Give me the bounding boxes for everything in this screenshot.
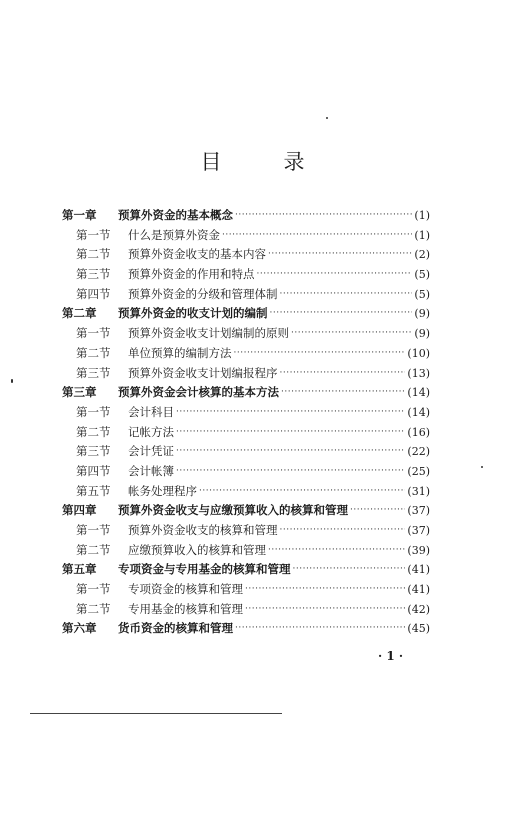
section-title: 记帐方法 bbox=[128, 424, 174, 439]
toc-chapter-entry bbox=[62, 383, 430, 403]
section-number: 第二节 bbox=[76, 601, 111, 616]
dot-leader bbox=[245, 600, 405, 620]
section-title: 预算外资金收支计划编报程序 bbox=[128, 365, 278, 380]
page-reference: (37) bbox=[407, 524, 430, 537]
chapter-title: 预算外资金的收支计划的编制 bbox=[118, 306, 268, 321]
chapter-number: 第二章 bbox=[62, 306, 97, 321]
section-title: 预算外资金收支的基本内容 bbox=[128, 247, 266, 262]
section-number: 第三节 bbox=[76, 267, 111, 282]
toc-section-entry bbox=[62, 600, 430, 620]
section-title: 预算外资金收支的核算和管理 bbox=[128, 523, 278, 537]
chapter-number: 第一章 bbox=[62, 208, 97, 222]
toc-section-entry bbox=[62, 344, 430, 364]
dot-leader bbox=[199, 482, 405, 502]
dot-leader bbox=[280, 521, 406, 541]
toc-section-entry bbox=[62, 364, 430, 384]
section-number: 第一节 bbox=[76, 326, 111, 341]
toc-section-entry bbox=[62, 324, 430, 344]
dot-leader bbox=[291, 324, 412, 344]
dot-leader bbox=[176, 442, 405, 462]
section-number: 第一节 bbox=[76, 404, 111, 419]
page-reference: (5) bbox=[414, 287, 430, 301]
chapter-number: 第四章 bbox=[62, 503, 97, 518]
dot-leader bbox=[222, 226, 412, 246]
dot-leader bbox=[257, 265, 413, 285]
page-reference: (13) bbox=[407, 366, 430, 380]
section-title: 会计帐簿 bbox=[128, 463, 174, 478]
toc-chapter-entry bbox=[62, 304, 430, 324]
toc-section-entry bbox=[62, 462, 430, 482]
section-number: 第五节 bbox=[76, 483, 111, 498]
toc-chapter-entry bbox=[62, 206, 430, 226]
toc-section-entry bbox=[62, 285, 430, 305]
chapter-number: 第五章 bbox=[62, 562, 97, 577]
section-title: 单位预算的编制方法 bbox=[128, 345, 232, 360]
toc-section-entry bbox=[62, 541, 430, 561]
section-number: 第四节 bbox=[76, 286, 111, 301]
page-reference: (22) bbox=[407, 445, 430, 459]
dot-leader bbox=[268, 245, 412, 265]
dot-leader bbox=[235, 619, 405, 639]
toc-chapter-entry bbox=[62, 619, 430, 639]
page-reference: (41) bbox=[407, 563, 430, 577]
page-reference: (25) bbox=[407, 464, 430, 478]
section-title: 预算外资金的作用和特点 bbox=[128, 267, 255, 282]
toc-section-entry bbox=[62, 521, 430, 541]
chapter-title: 预算外资金的基本概念 bbox=[118, 208, 233, 222]
dot-leader bbox=[281, 383, 405, 403]
chapter-title: 预算外资金会计核算的基本方法 bbox=[118, 385, 279, 400]
section-number: 第二节 bbox=[76, 542, 111, 557]
dot-leader bbox=[176, 403, 405, 423]
page-reference: (39) bbox=[407, 543, 430, 557]
dot-leader bbox=[234, 344, 406, 364]
page-reference: (45) bbox=[407, 622, 430, 636]
dot-leader bbox=[350, 501, 405, 521]
dot-leader bbox=[245, 580, 405, 600]
page-reference: (16) bbox=[407, 425, 430, 439]
scan-speck bbox=[481, 466, 483, 468]
section-title: 会计凭证 bbox=[128, 444, 174, 459]
section-number: 第三节 bbox=[76, 444, 111, 459]
page-reference: (1) bbox=[414, 209, 430, 222]
chapter-title: 预算外资金收支与应缴预算收入的核算和管理 bbox=[118, 503, 348, 518]
section-title: 什么是预算外资金 bbox=[128, 227, 220, 242]
page-reference: (37) bbox=[407, 504, 430, 518]
page-reference: (10) bbox=[407, 346, 430, 360]
page-reference: (14) bbox=[407, 405, 430, 419]
page-reference: (9) bbox=[414, 327, 430, 341]
toc-section-entry bbox=[62, 423, 430, 443]
table-of-contents bbox=[62, 206, 430, 639]
page-reference: (9) bbox=[414, 307, 430, 321]
section-title: 预算外资金的分级和管理体制 bbox=[128, 286, 278, 301]
page-reference: (14) bbox=[407, 386, 430, 400]
page-reference: (42) bbox=[407, 602, 430, 616]
section-number: 第三节 bbox=[76, 365, 111, 380]
section-number: 第一节 bbox=[76, 227, 111, 242]
footer-rule bbox=[30, 713, 282, 714]
toc-chapter-entry bbox=[62, 501, 430, 521]
page-reference: (1) bbox=[414, 228, 430, 242]
section-title: 预算外资金收支计划编制的原则 bbox=[128, 326, 289, 341]
scan-speck bbox=[11, 379, 13, 383]
section-number: 第一节 bbox=[76, 582, 111, 597]
dot-leader bbox=[268, 541, 405, 561]
dot-leader bbox=[280, 364, 406, 384]
section-title: 会计科目 bbox=[128, 404, 174, 419]
section-number: 第二节 bbox=[76, 247, 111, 262]
section-number: 第二节 bbox=[76, 424, 111, 439]
toc-section-entry bbox=[62, 482, 430, 502]
chapter-title: 专项资金与专用基金的核算和管理 bbox=[118, 562, 291, 577]
dot-leader bbox=[176, 423, 405, 443]
page-reference: (31) bbox=[407, 484, 430, 498]
page-number: · 1 · bbox=[378, 649, 404, 663]
dot-leader bbox=[235, 206, 412, 226]
dot-leader bbox=[270, 304, 413, 324]
toc-section-entry bbox=[62, 442, 430, 462]
section-number: 第二节 bbox=[76, 345, 111, 360]
section-title: 应缴预算收入的核算和管理 bbox=[128, 542, 266, 557]
page-reference: (2) bbox=[414, 248, 430, 262]
section-title: 帐务处理程序 bbox=[128, 483, 197, 498]
dot-leader bbox=[280, 285, 413, 305]
chapter-number: 第三章 bbox=[62, 385, 97, 400]
toc-section-entry bbox=[62, 403, 430, 423]
page-reference: (41) bbox=[407, 583, 430, 597]
page-title: 目录 bbox=[200, 150, 367, 174]
section-number: 第一节 bbox=[76, 523, 111, 537]
chapter-title: 货币资金的核算和管理 bbox=[118, 621, 233, 636]
toc-section-entry bbox=[62, 226, 430, 246]
section-number: 第四节 bbox=[76, 463, 111, 478]
dot-leader bbox=[293, 560, 406, 580]
section-title: 专项资金的核算和管理 bbox=[128, 582, 243, 597]
dot-leader bbox=[176, 462, 405, 482]
toc-chapter-entry bbox=[62, 560, 430, 580]
toc-section-entry bbox=[62, 580, 430, 600]
scan-speck bbox=[326, 117, 328, 119]
toc-section-entry bbox=[62, 265, 430, 285]
section-title: 专用基金的核算和管理 bbox=[128, 601, 243, 616]
page-reference: (5) bbox=[414, 268, 430, 282]
chapter-number: 第六章 bbox=[62, 621, 97, 636]
toc-section-entry bbox=[62, 245, 430, 265]
